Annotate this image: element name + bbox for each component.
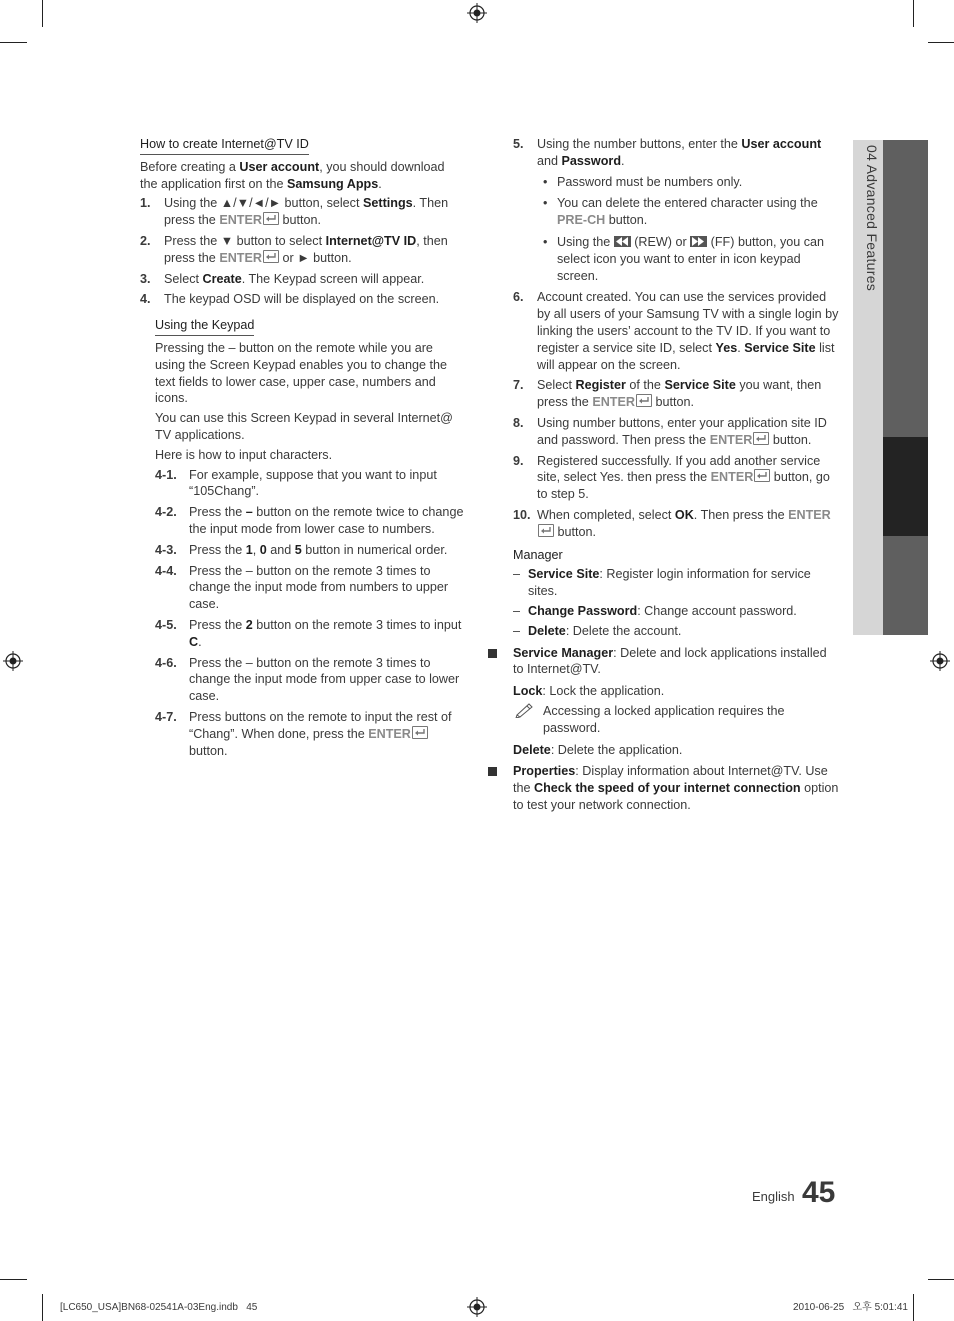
fast-forward-icon [690, 236, 707, 247]
enter-icon [754, 469, 770, 482]
step-item: 10. When completed, select OK. Then press the ENTER button. [513, 507, 831, 539]
enter-icon [263, 250, 279, 263]
registration-mark-icon [467, 1297, 487, 1317]
step-item: 8. Using number buttons, enter your application site ID and password. Then press the ENTER button. [513, 415, 827, 447]
substep-item: 4-5. Press the 2 button on the remote 3 times to input C. [155, 617, 462, 649]
chapter-tab-active [883, 437, 928, 536]
keypad-paragraph: Pressing the – button on the remote while you are using the Screen Keypad enables you to change the text fields to lower case, upper case, numbers and icons. [155, 340, 447, 406]
footer-language: English [752, 1189, 795, 1204]
step-item: 4. The keypad OSD will be displayed on the screen. [140, 292, 440, 307]
step-item: 6. Account created. You can use the services provided by all users of your Samsung TV with a single login by linking the users’ account to the TV ID. If you want to register a service site ID, select Yes. Service Site list will appear on the screen. [513, 290, 839, 372]
note: Accessing a locked application requires the password. [513, 703, 839, 737]
keypad-paragraph: You can use this Screen Keypad in several Internet@ TV applications. [155, 411, 453, 442]
list-item: Service Manager: Delete and lock applications installed to Internet@TV. [488, 645, 839, 679]
keypad-section [155, 317, 465, 759]
enter-icon [412, 726, 428, 739]
step-item: 5. Using the number buttons, enter the User account and Password. [513, 137, 822, 168]
step-item: 2. Press the ▼ button to select Internet@TV ID, then press the ENTER or ► button. [140, 233, 448, 265]
substep-item: 4-3. Press the 1, 0 and 5 button in numerical order. [155, 542, 448, 557]
section-heading: How to create Internet@TV ID [140, 136, 309, 155]
substep-item: 4-4. Press the – button on the remote 3 times to change the input mode from numbers to upper case. [155, 563, 449, 612]
step-item: 3. Select Create. The Keypad screen will appear. [140, 271, 425, 286]
step-item: 9. Registered successfully. If you add another service site, select Yes. then press the ENTER button, go to step 5. [513, 453, 830, 502]
substep-item: 4-1. For example, suppose that you want to input “105Chang”. [155, 467, 437, 499]
keypad-paragraph: Here is how to input characters. [155, 447, 333, 462]
chapter-tab-label: 04 Advanced Features [864, 145, 880, 292]
registration-mark-icon [930, 651, 950, 671]
section-heading: Using the Keypad [155, 317, 254, 336]
pencil-note-icon [515, 702, 535, 718]
list-item: Properties: Display information about Internet@TV. Use the Check the speed of your internet connection option to test your network connection. [488, 763, 839, 813]
enter-icon [753, 432, 769, 445]
crop-mark [913, 0, 914, 27]
registration-mark-icon [3, 651, 23, 671]
crop-mark [928, 42, 954, 43]
list-item: – Service Site: Register login information for service sites. [513, 567, 811, 599]
substep-item: 4-7. Press buttons on the remote to input the rest of “Chang”. When done, press the ENTER button. [155, 709, 452, 758]
crop-mark [42, 1294, 43, 1321]
step-item: 7. Select Register of the Service Site you want, then press the ENTER button. [513, 378, 822, 410]
step-item: 1. Using the ▲/▼/◄/► button, select Settings. Then press the ENTER button. [140, 196, 449, 228]
rewind-icon [614, 236, 631, 247]
enter-icon [263, 212, 279, 225]
square-bullet-icon [488, 767, 497, 776]
chapter-tab-block [883, 536, 928, 635]
right-column [513, 136, 839, 818]
crop-mark [42, 0, 43, 27]
list-item: – Change Password: Change account password. [513, 603, 797, 618]
print-info-date: 2010-06-25 오후 5:01:41 [793, 1302, 908, 1313]
chapter-tab-block [883, 140, 928, 437]
list-item: • You can delete the entered character using the PRE-CH button. [543, 196, 818, 228]
bullet-list [537, 174, 839, 285]
registration-mark-icon [467, 3, 487, 23]
crop-mark [913, 1294, 914, 1321]
enter-icon [636, 394, 652, 407]
crop-mark [0, 42, 27, 43]
list-item: • Using the (REW) or (FF) button, you can select icon you want to enter in icon keypad screen. [543, 234, 825, 283]
manager-title: Manager [513, 547, 563, 562]
intro-paragraph: Before creating a User account, you should download the application first on the Samsung Apps. [140, 159, 445, 191]
enter-icon [538, 524, 554, 537]
left-column [140, 136, 465, 763]
list-item: • Password must be numbers only. [543, 174, 743, 189]
substep-item: 4-6. Press the – button on the remote 3 times to change the input mode from upper case to lower case. [155, 655, 460, 704]
substep-item: 4-2. Press the – button on the remote twice to change the input mode from lower case to numbers. [155, 505, 464, 536]
lock-line: Lock: Lock the application. [513, 684, 665, 699]
delete-line: Delete: Delete the application. [513, 742, 683, 757]
crop-mark [0, 1279, 27, 1280]
crop-mark [928, 1279, 954, 1280]
print-info-file: [LC650_USA]BN68-02541A-03Eng.indb 45 [60, 1302, 258, 1313]
square-bullet-icon [488, 649, 497, 658]
page-number: 45 [802, 1176, 836, 1209]
list-item: – Delete: Delete the account. [513, 623, 682, 638]
